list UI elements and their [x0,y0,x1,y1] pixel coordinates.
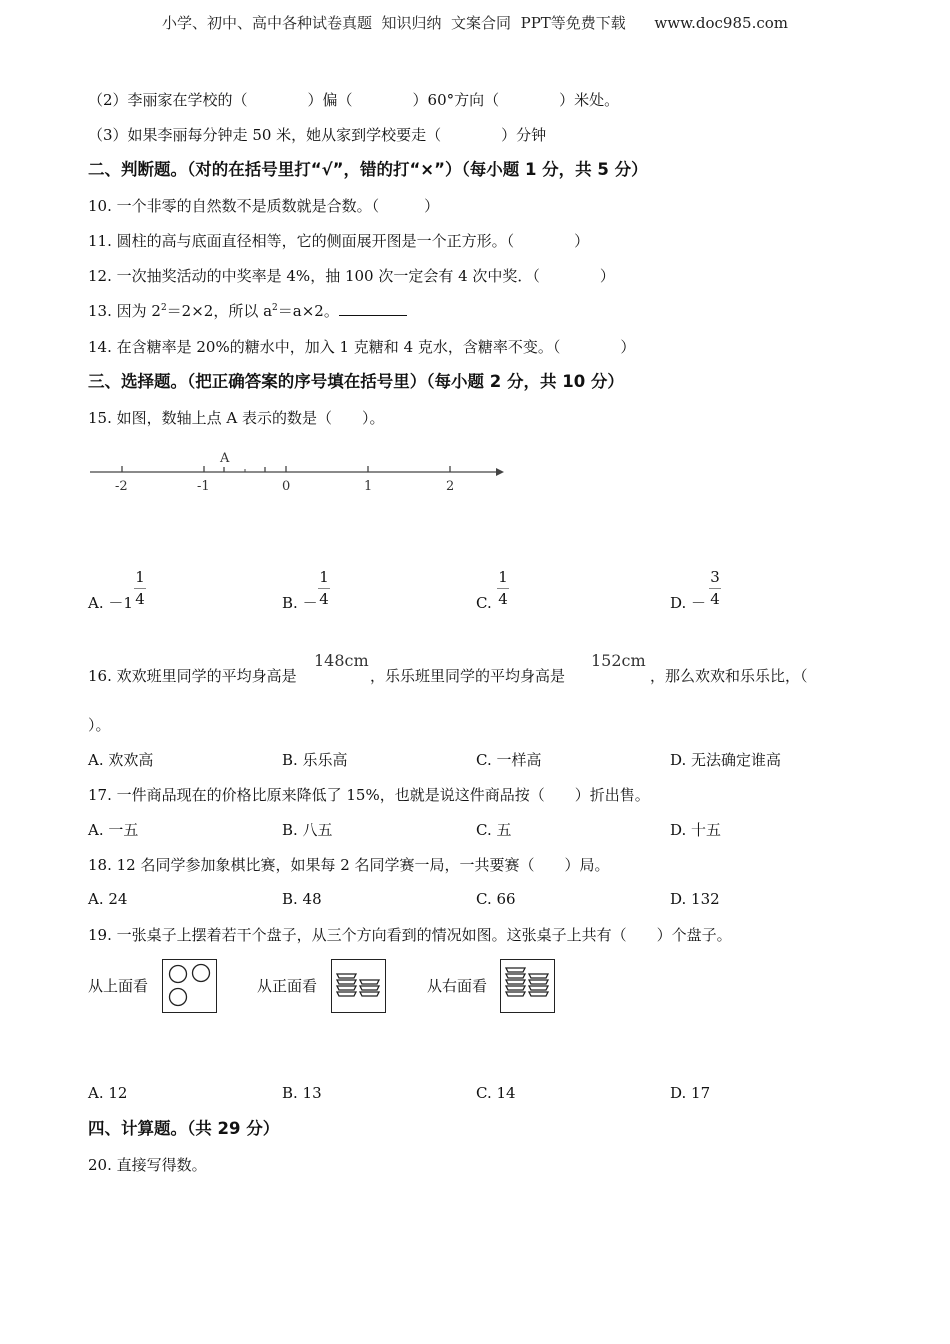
q15-option-c[interactable] [476,593,492,613]
q15-option-b[interactable] [282,593,318,613]
q17-option-a[interactable]: A. 一五 [88,821,139,839]
plates-front-view-icon [332,960,385,1012]
q16-part-c: ，那么欢欢和乐乐比，（ [650,667,808,685]
q16-option-c[interactable]: C. 一样高 [476,751,542,769]
plates-top-view-icon [163,960,216,1012]
q15-option-c-fraction [493,566,513,609]
denominator: 4 [498,590,508,608]
q13-exponent-1: 2 [160,303,167,313]
point-a-label: A [220,451,230,466]
tick-label: -1 [197,479,210,494]
q15-option-a-fraction [130,566,150,609]
q16-part-b: ，乐乐班里同学的平均身高是 [370,667,566,685]
q16-part-a: 16. 欢欢班里同学的平均身高是 [88,667,297,685]
q17-option-d[interactable]: D. 十五 [670,821,722,839]
denominator: 4 [319,590,329,608]
q18-option-c[interactable]: C. 66 [476,890,516,908]
question-12: 12. 一次抽奖活动的中奖率是 4%，抽 100 次一定会有 4 次中奖．（ ） [88,267,615,285]
q17-option-b[interactable]: B. 八五 [282,821,333,839]
q16-value-lele: 152cm [591,651,646,670]
q13-part-b: ＝2×2，所以 a [166,302,273,320]
q16-end: ）。 [88,716,111,734]
q17-option-c[interactable]: C. 五 [476,821,512,839]
front-view-box [331,959,386,1013]
numerator: 1 [135,568,145,586]
option-sign: － [691,594,707,612]
tick-label: 0 [282,479,291,494]
q16-option-a[interactable]: A. 欢欢高 [88,751,154,769]
q18-option-d[interactable]: D. 132 [670,890,720,908]
question-18: 18. 12 名同学参加象棋比赛，如果每 2 名同学赛一局，一共要赛（ ）局。 [88,856,610,874]
option-letter: B. [282,594,298,612]
option-letter: D. [670,594,687,612]
tick-label: 1 [364,479,373,494]
question-14: 14. 在含糖率是 20%的糖水中，加入 1 克糖和 4 克水，含糖率不变。（ ） [88,338,636,356]
top-view-box [162,959,217,1013]
q13-exponent-2: 2 [272,303,278,313]
q15-option-b-fraction [314,566,334,609]
page-header: 小学、初中、高中各种试卷真题 知识归纳 文案合同 PPT等免费下载 www.doc985.com [161,14,788,32]
question-9-part-2: （2）李丽家在学校的（ ）偏（ ）60°方向（ ）米处。 [88,91,620,109]
question-15: 15. 如图，数轴上点 A 表示的数是（ ）。 [88,409,385,427]
question-11: 11. 圆柱的高与底面直径相等，它的侧面展开图是一个正方形。（ ） [88,232,590,250]
question-20: 20. 直接写得数。 [88,1156,207,1174]
q13-part-a: 13. 因为 2 [88,302,161,320]
q13-answer-blank[interactable] [339,303,407,316]
q15-option-d-fraction [705,566,725,609]
question-10: 10. 一个非零的自然数不是质数就是合数。（ ） [88,197,440,215]
numerator: 1 [319,568,329,586]
q19-option-b[interactable]: B. 13 [282,1084,322,1102]
plates-right-view-icon [501,960,554,1012]
q19-option-a[interactable]: A. 12 [88,1084,128,1102]
option-letter: A. [88,594,104,612]
q16-option-b[interactable]: B. 乐乐高 [282,751,348,769]
q16-option-d[interactable]: D. 无法确定谁高 [670,751,782,769]
q15-option-d[interactable] [670,593,706,613]
section-3-title: 三、选择题。（把正确答案的序号填在括号里）（每小题 2 分，共 10 分） [88,372,624,391]
option-sign: － [302,594,318,612]
option-sign: －1 [108,594,133,612]
q13-part-c: ＝a×2。 [277,302,339,320]
numerator: 3 [710,568,720,586]
denominator: 4 [710,590,720,608]
tick-label: -2 [115,479,128,494]
view-label-front: 从正面看 [257,977,318,995]
question-13 [88,301,407,321]
right-view-box [500,959,555,1013]
q18-option-a[interactable]: A. 24 [88,890,128,908]
question-19: 19. 一张桌子上摆着若干个盘子，从三个方向看到的情况如图。这张桌子上共有（ ）个盘子。 [88,926,732,944]
number-line-arrow [496,468,504,476]
number-line-figure [84,446,514,496]
q16-value-huanhuan: 148cm [314,651,369,670]
section-4-title: 四、计算题。（共 29 分） [88,1119,280,1138]
denominator: 4 [135,590,145,608]
q18-option-b[interactable]: B. 48 [282,890,322,908]
question-17: 17. 一件商品现在的价格比原来降低了 15%，也就是说这件商品按（ ）折出售。 [88,786,650,804]
view-label-top: 从上面看 [88,977,149,995]
section-2-title: 二、判断题。（对的在括号里打“√”，错的打“×”）（每小题 1 分，共 5 分） [88,160,648,179]
tick-label: 2 [446,479,455,494]
q15-option-a[interactable] [88,593,133,613]
option-letter: C. [476,594,492,612]
view-label-right: 从右面看 [427,977,488,995]
q19-option-d[interactable]: D. 17 [670,1084,711,1102]
q19-option-c[interactable]: C. 14 [476,1084,516,1102]
question-9-part-3: （3）如果李丽每分钟走 50 米，她从家到学校要走（ ）分钟 [88,126,547,144]
numerator: 1 [498,568,508,586]
